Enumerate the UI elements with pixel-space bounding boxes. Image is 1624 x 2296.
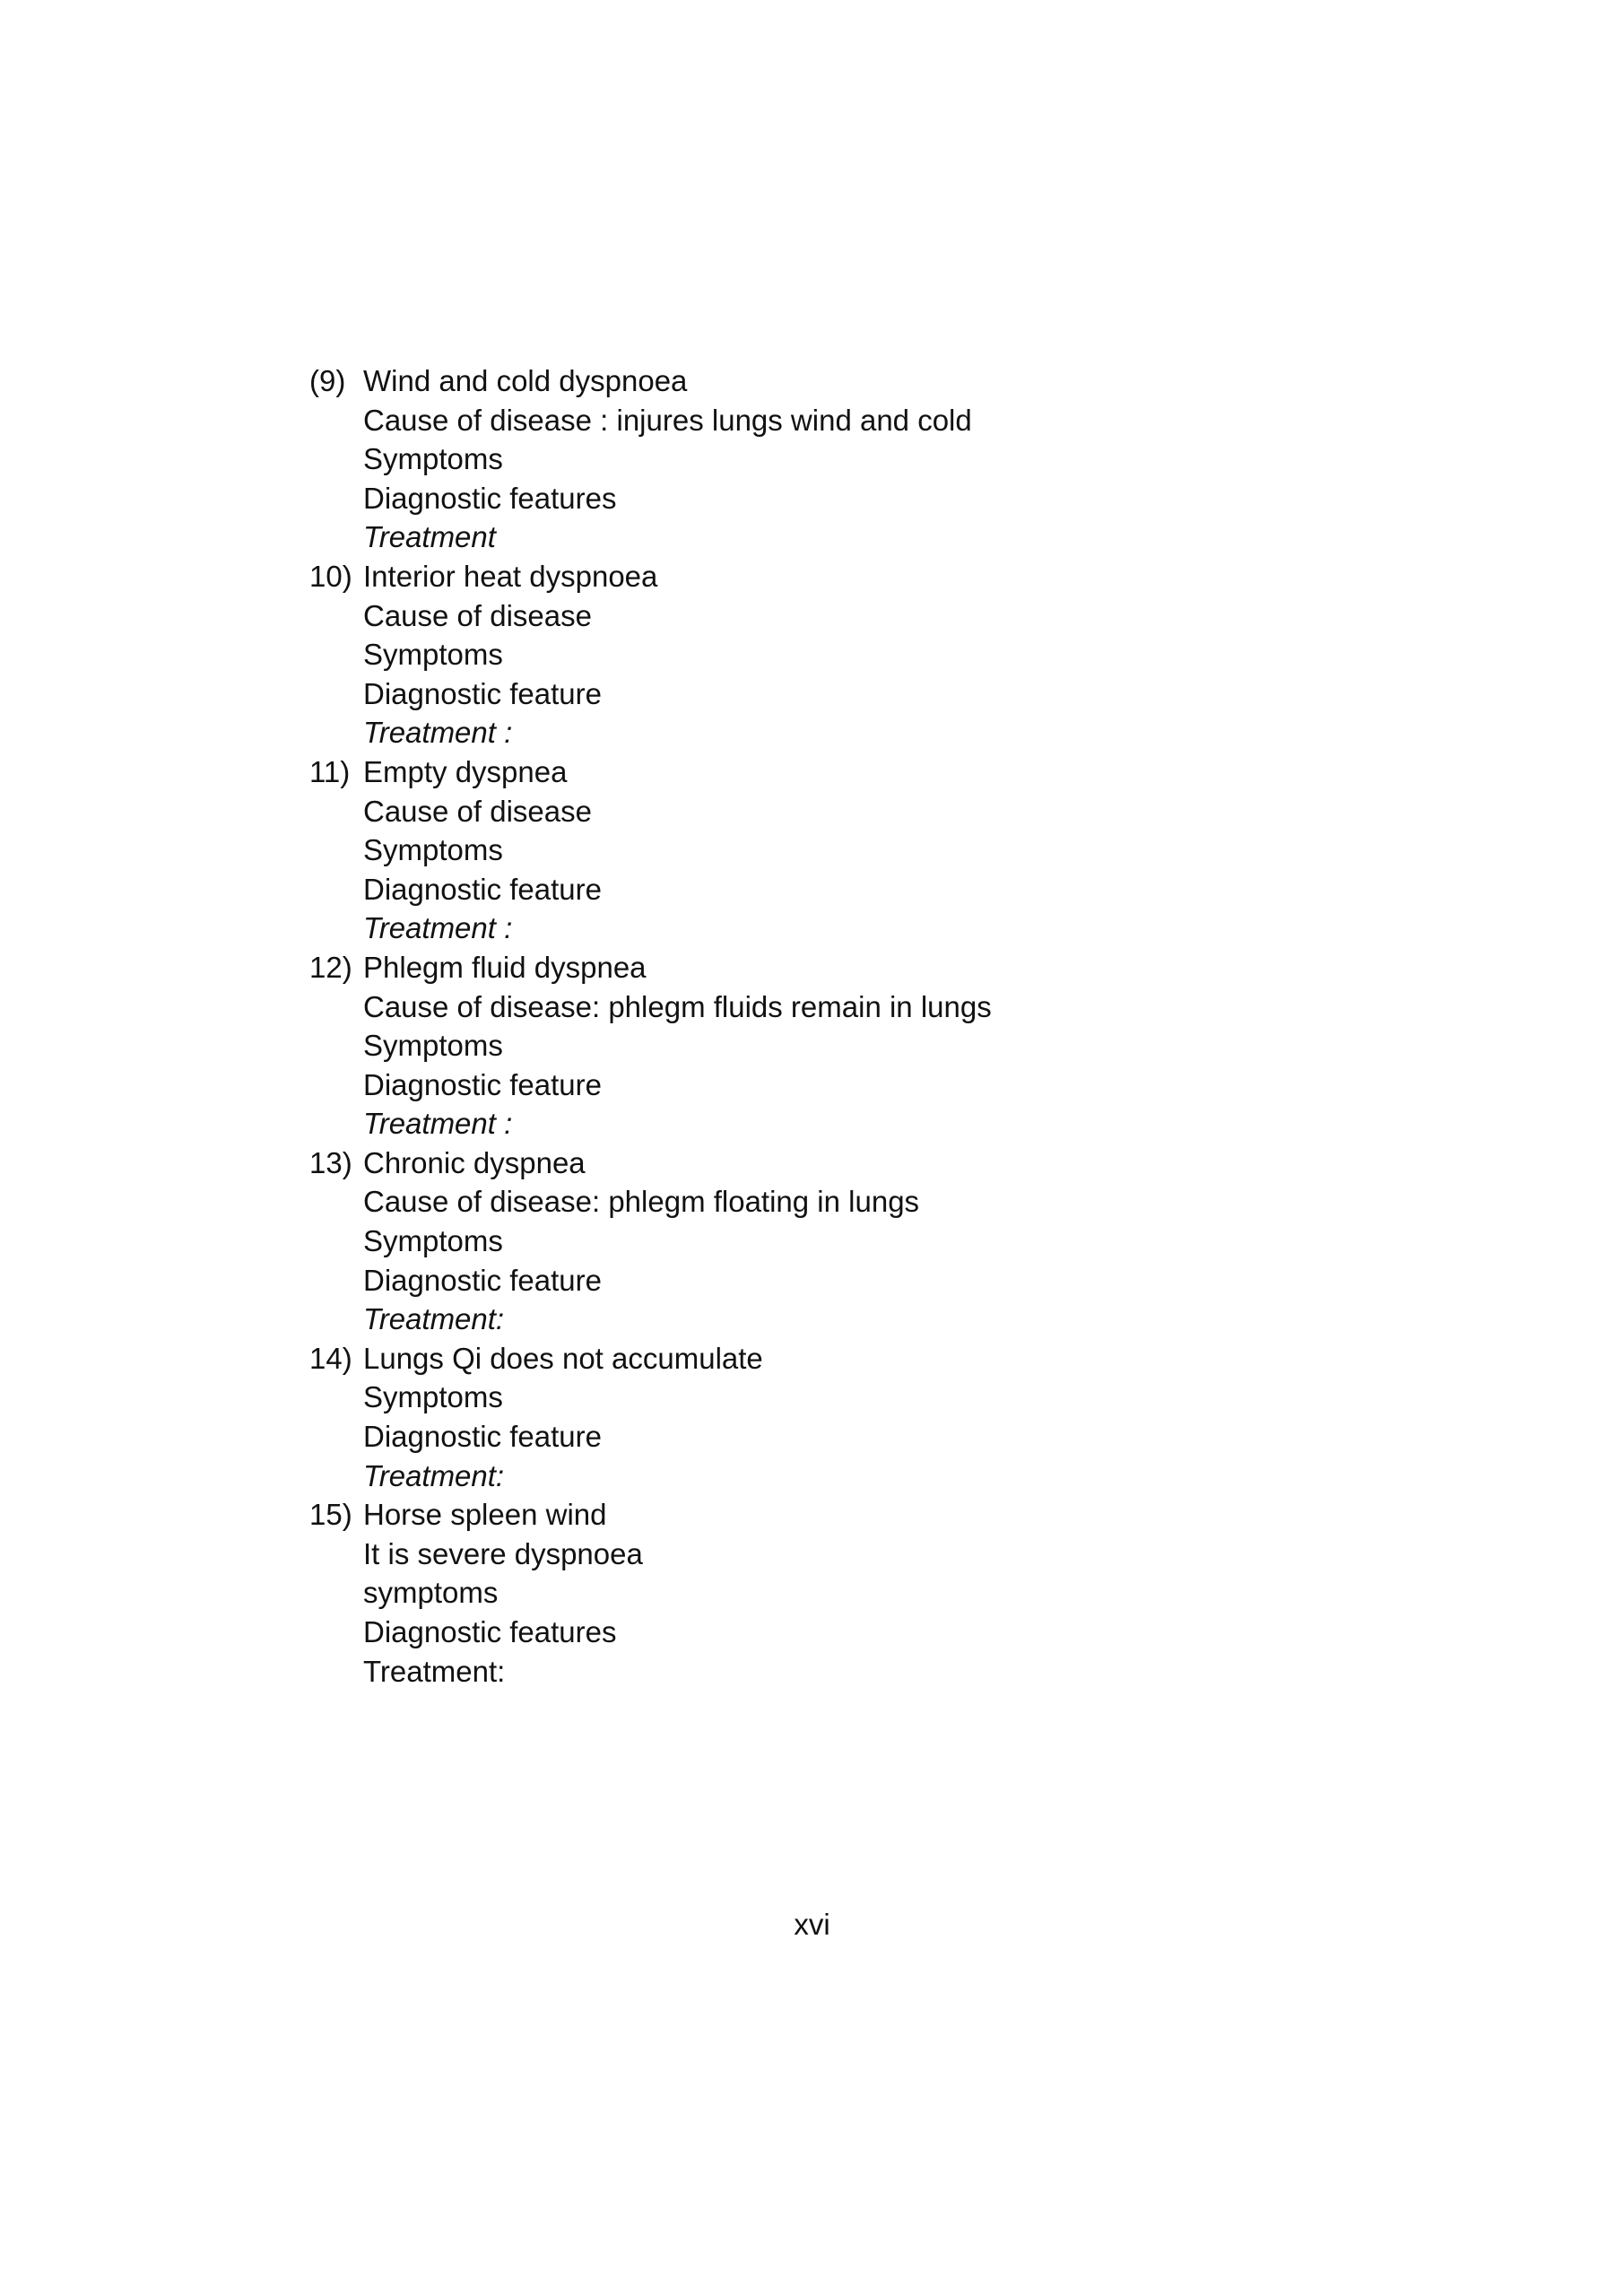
entry-subline: Symptoms [363, 1224, 503, 1258]
entry-subline: Treatment [363, 520, 496, 554]
entry-heading [309, 361, 1385, 401]
entry-title: Empty dyspnea [363, 754, 568, 788]
entry-subline: Symptoms [363, 638, 503, 672]
entry-subline: Diagnostic feature [363, 676, 602, 710]
entry-subline: Cause of disease [363, 598, 592, 632]
entry-subline: Symptoms [363, 833, 503, 867]
entry-heading [309, 948, 1385, 987]
entry-subline: Cause of disease: phlegm fluids remain in lungs [363, 989, 992, 1023]
list-entry [309, 361, 1385, 557]
entry-subline: Diagnostic features [363, 1615, 617, 1648]
entry-subline: Diagnostic feature [363, 1067, 602, 1101]
entry-subline: Diagnostic feature [363, 1263, 602, 1297]
entry-title: Phlegm fluid dyspnea [363, 950, 647, 984]
entry-title: Wind and cold dyspnoea [363, 364, 688, 397]
entry-subline: Diagnostic features [363, 481, 617, 515]
entry-subline: Treatment : [363, 911, 513, 945]
entry-subline: Symptoms [363, 442, 503, 476]
entry-subline: It is severe dyspnoea [363, 1536, 643, 1570]
entry-title: Lungs Qi does not accumulate [363, 1341, 763, 1375]
entry-subline: Treatment: [363, 1302, 505, 1336]
entry-heading [309, 1495, 1385, 1535]
entry-subline: Diagnostic feature [363, 1420, 602, 1454]
entry-title: Interior heat dyspnoea [363, 559, 658, 593]
entry-number: 12) [309, 950, 352, 984]
list-entry [309, 557, 1385, 752]
contents-list [309, 361, 1385, 1691]
entry-number: 15) [309, 1498, 352, 1532]
entry-number: 10) [309, 559, 352, 593]
entry-heading [309, 752, 1385, 792]
entry-subline: Diagnostic feature [363, 872, 602, 906]
entry-subline: Cause of disease [363, 794, 592, 828]
entry-title: Chronic dyspnea [363, 1145, 586, 1179]
entry-subline: Cause of disease: phlegm floating in lungs [363, 1185, 920, 1219]
list-entry [309, 752, 1385, 948]
entry-subline: Symptoms [363, 1380, 503, 1414]
list-entry [309, 948, 1385, 1144]
entry-number: 14) [309, 1341, 352, 1375]
entry-subline: Treatment: [363, 1654, 506, 1688]
page-number: xvi [794, 1908, 830, 1941]
entry-subline: Cause of disease : injures lungs wind and cold [363, 403, 972, 437]
entry-subline: Symptoms [363, 1029, 503, 1063]
entry-number: (9) [309, 364, 346, 397]
entry-number: 11) [309, 754, 351, 788]
entry-subline: symptoms [363, 1576, 499, 1610]
entry-heading [309, 557, 1385, 596]
entry-heading [309, 1339, 1385, 1378]
list-entry [309, 1495, 1385, 1691]
entry-number: 13) [309, 1145, 352, 1179]
list-entry [309, 1144, 1385, 1339]
list-entry [309, 1339, 1385, 1495]
entry-subline: Treatment: [363, 1458, 505, 1492]
entry-subline: Treatment : [363, 1107, 513, 1141]
entry-title: Horse spleen wind [363, 1498, 607, 1532]
entry-heading [309, 1144, 1385, 1183]
entry-subline: Treatment : [363, 716, 513, 750]
